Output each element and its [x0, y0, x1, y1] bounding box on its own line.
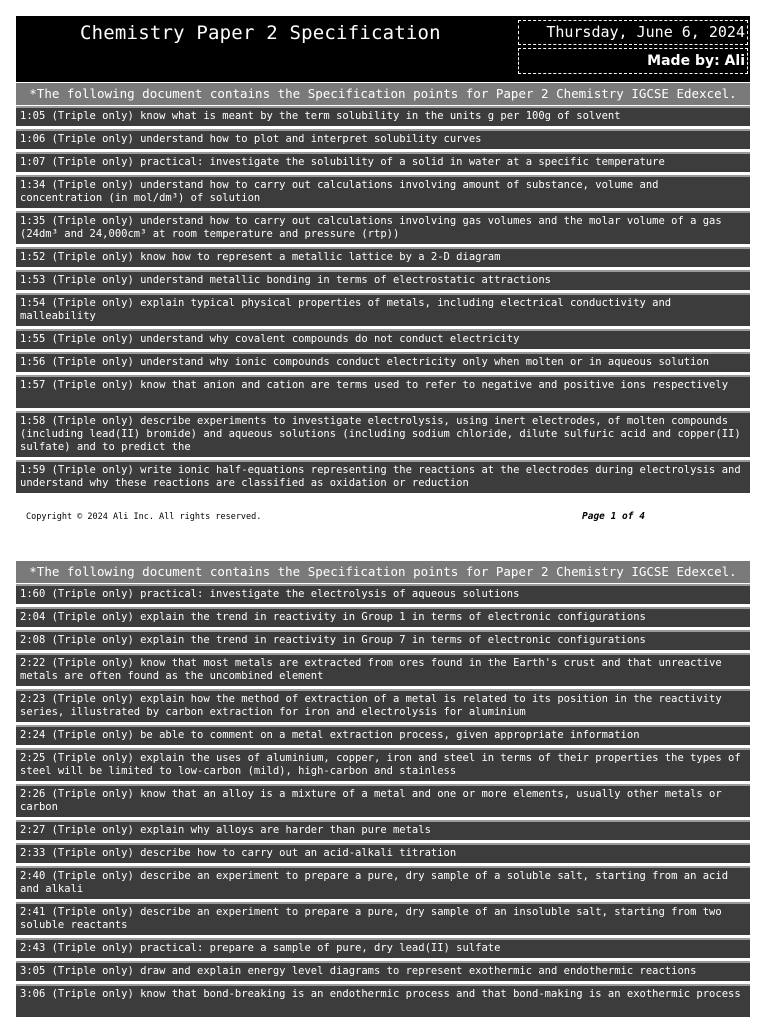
spec-item: 1:56 (Triple only) understand why ionic compounds conduct electricity only when molten or in aqueous solution — [16, 352, 750, 372]
spec-item: 2:22 (Triple only) know that most metals are extracted from ores found in the Earth's crust and that unreactive metals are often found as the uncombined element — [16, 653, 750, 686]
spec-item: 1:59 (Triple only) write ionic half-equations representing the reactions at the electrodes during electrolysis and understand why these reactions are classified as oxidation or reduction — [16, 460, 750, 493]
spec-item: 2:24 (Triple only) be able to comment on a metal extraction process, given appropriate information — [16, 725, 750, 745]
intro-banner: *The following document contains the Specification points for Paper 2 Chemistry IGCSE Edexcel. — [16, 561, 750, 583]
spec-item: 1:35 (Triple only) understand how to carry out calculations involving gas volumes and the molar volume of a gas (24dm³ and 24,000cm³ at room temperature and pressure (rtp)) — [16, 211, 750, 244]
spec-item: 2:25 (Triple only) explain the uses of aluminium, copper, iron and steel in terms of their properties the types of steel will be limited to low-carbon (mild), high-carbon and stainless — [16, 748, 750, 781]
spec-item: 1:06 (Triple only) understand how to plot and interpret solubility curves — [16, 129, 750, 149]
spec-item: 2:26 (Triple only) know that an alloy is a mixture of a metal and one or more elements, usually other metals or carbon — [16, 784, 750, 817]
spec-item: 3:06 (Triple only) know that bond-breaking is an endothermic process and that bond-making is an exothermic process — [16, 984, 750, 1017]
intro-banner: *The following document contains the Specification points for Paper 2 Chemistry IGCSE Edexcel. — [16, 83, 750, 105]
spec-list-page-1 — [16, 106, 750, 496]
author-box: Made by: Ali — [518, 48, 748, 74]
spec-item: 1:52 (Triple only) know how to represent a metallic lattice by a 2-D diagram — [16, 247, 750, 267]
spec-item: 3:05 (Triple only) draw and explain energy level diagrams to represent exothermic and endothermic reactions — [16, 961, 750, 981]
spec-item: 2:04 (Triple only) explain the trend in reactivity in Group 1 in terms of electronic configurations — [16, 607, 750, 627]
spec-item: 1:53 (Triple only) understand metallic bonding in terms of electrostatic attractions — [16, 270, 750, 290]
spec-item: 1:57 (Triple only) know that anion and cation are terms used to refer to negative and positive ions respectively — [16, 375, 750, 408]
spec-item: 1:55 (Triple only) understand why covalent compounds do not conduct electricity — [16, 329, 750, 349]
spec-item: 1:54 (Triple only) explain typical physical properties of metals, including electrical conductivity and malleability — [16, 293, 750, 326]
spec-list-page-2 — [16, 584, 750, 1020]
spec-item: 2:43 (Triple only) practical: prepare a sample of pure, dry lead(II) sulfate — [16, 938, 750, 958]
copyright-notice: Copyright © 2024 Ali Inc. All rights reserved. — [26, 512, 262, 522]
spec-item: 1:58 (Triple only) describe experiments to investigate electrolysis, using inert electrodes, of molten compounds (including lead(II) bromide) and aqueous solutions (including sodium chloride, dilute sulfuric acid and copper(II) sulfate) and to predict the — [16, 411, 750, 457]
page-number: Page 1 of 4 — [582, 511, 645, 522]
spec-item: 2:41 (Triple only) describe an experiment to prepare a pure, dry sample of an insoluble salt, starting from two soluble reactants — [16, 902, 750, 935]
spec-item: 2:40 (Triple only) describe an experiment to prepare a pure, dry sample of a soluble salt, starting from an acid and alkali — [16, 866, 750, 899]
spec-item: 1:05 (Triple only) know what is meant by the term solubility in the units g per 100g of solvent — [16, 106, 750, 126]
spec-item: 1:07 (Triple only) practical: investigate the solubility of a solid in water at a specific temperature — [16, 152, 750, 172]
spec-item: 2:27 (Triple only) explain why alloys are harder than pure metals — [16, 820, 750, 840]
document-header — [16, 16, 750, 82]
document-title: Chemistry Paper 2 Specification — [80, 22, 441, 44]
spec-item: 2:33 (Triple only) describe how to carry out an acid-alkali titration — [16, 843, 750, 863]
date-box: Thursday, June 6, 2024 — [518, 20, 748, 45]
spec-item: 2:23 (Triple only) explain how the method of extraction of a metal is related to its position in the reactivity series, illustrated by carbon extraction for iron and electrolysis for aluminium — [16, 689, 750, 722]
spec-item: 1:34 (Triple only) understand how to carry out calculations involving amount of substance, volume and concentration (in mol/dm³) of solution — [16, 175, 750, 208]
spec-item: 1:60 (Triple only) practical: investigate the electrolysis of aqueous solutions — [16, 584, 750, 604]
spec-item: 2:08 (Triple only) explain the trend in reactivity in Group 7 in terms of electronic configurations — [16, 630, 750, 650]
